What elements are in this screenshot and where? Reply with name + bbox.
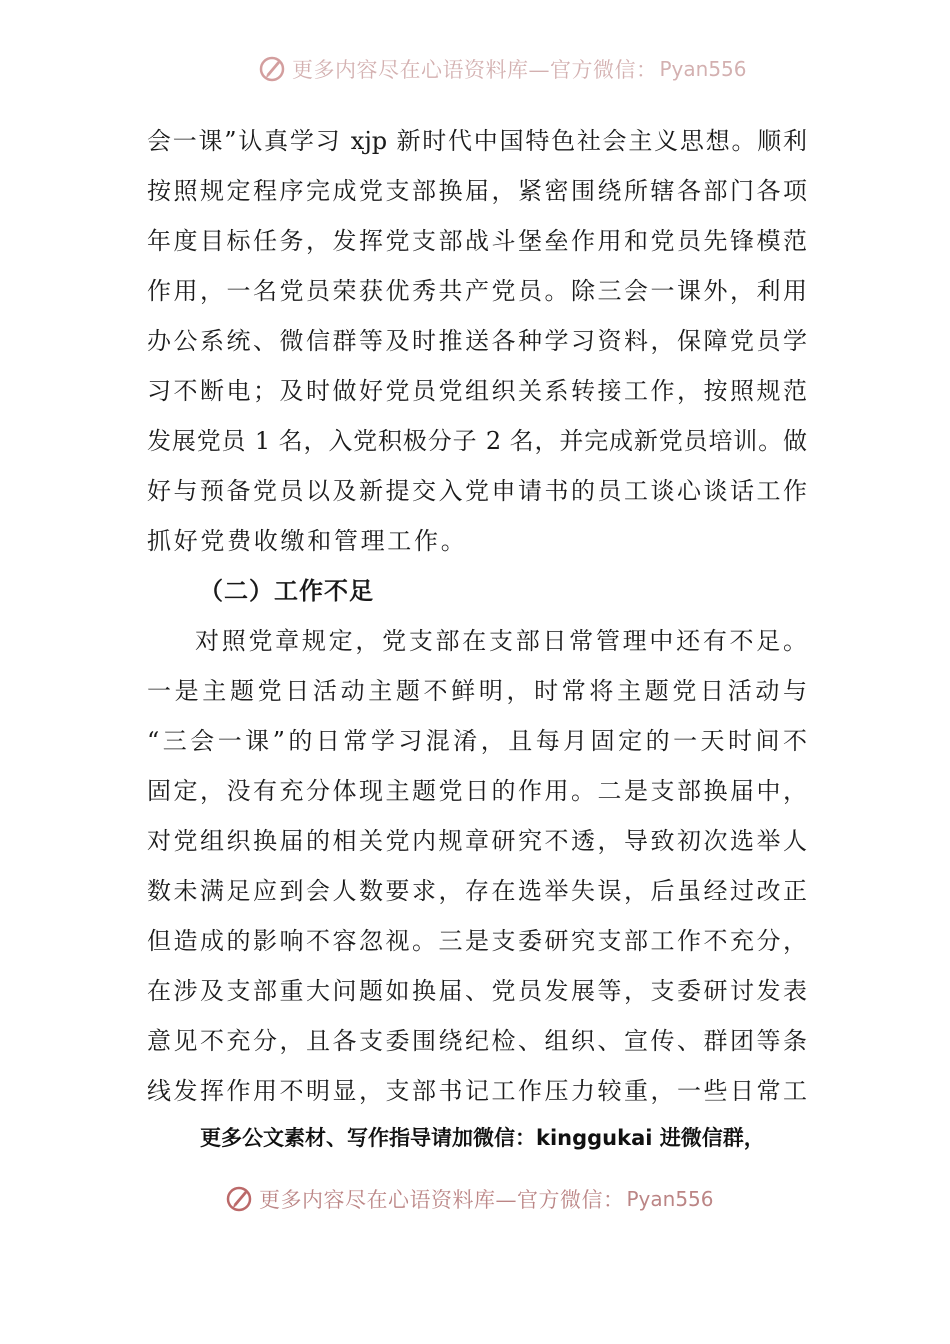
- paragraph-line: 在涉及支部重大问题如换届、党员发展等，支委研讨发表: [147, 977, 807, 1005]
- pen-logo-icon: [258, 55, 286, 83]
- paragraph-line: 意见不充分，且各支委围绕纪检、组织、宣传、群团等条: [147, 1027, 807, 1055]
- paragraph-line: 作用，一名党员荣获优秀共产党员。除三会一课外，利用: [147, 277, 807, 305]
- paragraph-line: “三会一课”的日常学习混淆，且每月固定的一天时间不: [147, 727, 807, 755]
- paragraph-line: 办公系统、微信群等及时推送各种学习资料，保障党员学: [147, 327, 807, 355]
- paragraph-line: 对党组织换届的相关党内规章研究不透，导致初次选举人: [147, 827, 807, 855]
- watermark-text: 更多内容尽在心语资料库—官方微信：: [292, 58, 658, 82]
- watermark-wechat-id: Pyan556: [626, 1187, 714, 1211]
- paragraph-line: 年度目标任务，发挥党支部战斗堡垒作用和党员先锋模范: [147, 227, 807, 255]
- paragraph-line: 发展党员 1 名，入党积极分子 2 名，并完成新党员培训。做: [147, 427, 807, 455]
- watermark-top: [258, 54, 747, 84]
- body-text: [147, 116, 807, 1116]
- paragraph-line: 按照规定程序完成党支部换届，紧密围绕所辖各部门各项: [147, 177, 807, 205]
- watermark-bottom: [225, 1184, 714, 1214]
- paragraph-line: 习不断电；及时做好党员党组织关系转接工作，按照规范: [147, 377, 807, 405]
- paragraph-line: 固定，没有充分体现主题党日的作用。二是支部换届中，: [147, 777, 807, 805]
- watermark-text: 更多内容尽在心语资料库—官方微信：: [259, 1188, 625, 1212]
- pen-logo-icon: [225, 1185, 253, 1213]
- paragraph-line: 好与预备党员以及新提交入党申请书的员工谈心谈话工作: [147, 477, 807, 505]
- paragraph-line: 抓好党费收缴和管理工作。: [147, 527, 468, 555]
- watermark-wechat-id: Pyan556: [659, 57, 747, 81]
- section-heading: （二）工作不足: [199, 577, 374, 605]
- paragraph-line: 会一课”认真学习 xjp 新时代中国特色社会主义思想。顺利: [147, 127, 807, 155]
- paragraph-line: 数未满足应到会人数要求，存在选举失误，后虽经过改正: [147, 877, 807, 905]
- paragraph-line: 线发挥作用不明显，支部书记工作压力较重，一些日常工: [147, 1077, 807, 1105]
- paragraph-line: 一是主题党日活动主题不鲜明，时常将主题党日活动与: [147, 677, 807, 705]
- footer-note: 更多公文素材、写作指导请加微信：kinggukai 进微信群，: [200, 1126, 765, 1150]
- paragraph-line: 对照党章规定，党支部在支部日常管理中还有不足。: [195, 627, 807, 655]
- paragraph-line: 但造成的影响不容忽视。三是支委研究支部工作不充分，: [147, 927, 807, 955]
